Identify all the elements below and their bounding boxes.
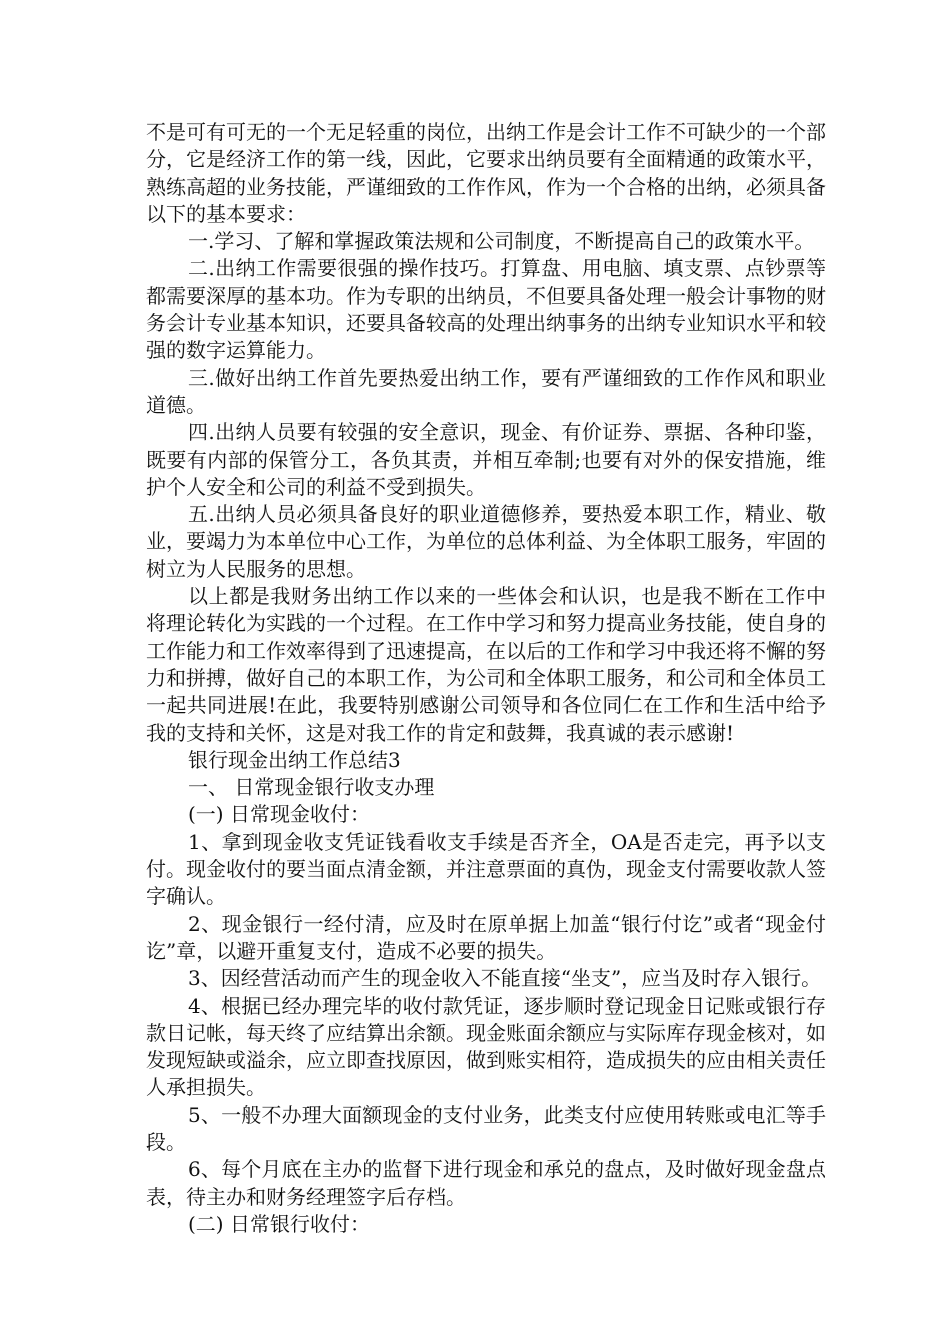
- document-body: [146, 119, 826, 1238]
- paragraph-requirement-3: 三.做好出纳工作首先要热爱出纳工作，要有严谨细致的工作作风和职业道德。: [146, 365, 826, 417]
- paragraph-item-5: 5、一般不办理大面额现金的支付业务，此类支付应使用转账或电汇等手段。: [146, 1102, 826, 1154]
- subsection-heading-2: (二) 日常银行收付：: [188, 1211, 370, 1236]
- paragraph-requirement-5: 五.出纳人员必须具备良好的职业道德修养，要热爱本职工作，精业、敬业，要竭力为本单位中心工作，为单位的总体利益、为全体职工服务，牢固的树立为人民服务的思想。: [146, 502, 826, 581]
- paragraph-conclusion: 以上都是我财务出纳工作以来的一些体会和认识，也是我不断在工作中将理论转化为实践的一个过程。在工作中学习和努力提高业务技能，使自身的工作能力和工作效率得到了迅速提高，在以后的工作和学习中我还将不懈的努力和拼搏，做好自己的本职工作，为公司和全体职工服务，和公司和全体员工一起共同进展!在此，我要特别感谢公司领导和各位同仁在工作和生活中给予我的支持和关怀，这是对我工作的肯定和鼓舞，我真诚的表示感谢!: [146, 584, 826, 745]
- section-heading-1: 一、 日常现金银行收支办理: [188, 775, 435, 800]
- paragraph-requirement-2: 二.出纳工作需要很强的操作技巧。打算盘、用电脑、填支票、点钞票等都需要深厚的基本功。作为专职的出纳员，不但要具备处理一般会计事物的财务会计专业基本知识，还要具备较高的处理出纳事务的出纳专业知识水平和较强的数字运算能力。: [146, 256, 826, 363]
- paragraph-requirement-4: 四.出纳人员要有较强的安全意识，现金、有价证券、票据、各种印鉴，既要有内部的保管分工，各负其责，并相互牵制;也要有对外的保安措施，维护个人安全和公司的利益不受到损失。: [146, 420, 826, 499]
- paragraph-item-2: 2、现金银行一经付清，应及时在原单据上加盖“银行付讫”或者“现金付讫”章，以避开重复支付，造成不必要的损失。: [146, 911, 826, 963]
- paragraph-item-4: 4、根据已经办理完毕的收付款凭证，逐步顺时登记现金日记账或银行存款日记帐，每天终了应结算出余额。现金账面余额应与实际库存现金核对，如发现短缺或溢余，应立即查找原因，做到账实相符，造成损失的应由相关责任人承担损失。: [146, 993, 826, 1100]
- subsection-heading-1: (一) 日常现金收付：: [188, 802, 370, 827]
- paragraph-item-6: 6、每个月底在主办的监督下进行现金和承兑的盘点，及时做好现金盘点表，待主办和财务经理签字后存档。: [146, 1157, 826, 1209]
- paragraph-requirement-1: 一.学习、了解和掌握政策法规和公司制度，不断提高自己的政策水平。: [188, 229, 815, 254]
- paragraph-item-1: 1、拿到现金收支凭证钱看收支手续是否齐全，OA是否走完，再予以支付。现金收付的要当面点清金额，并注意票面的真伪，现金支付需要收款人签字确认。: [146, 829, 826, 909]
- paragraph-item-3: 3、因经营活动而产生的现金收入不能直接“坐支”，应当及时存入银行。: [188, 966, 822, 991]
- section-title: 银行现金出纳工作总结3: [188, 747, 401, 772]
- paragraph-intro: 不是可有可无的一个无足轻重的岗位，出纳工作是会计工作不可缺少的一个部分，它是经济工作的第一线，因此，它要求出纳员要有全面精通的政策水平，熟练高超的业务技能，严谨细致的工作作风，作为一个合格的出纳，必须具备以下的基本要求：: [146, 120, 826, 226]
